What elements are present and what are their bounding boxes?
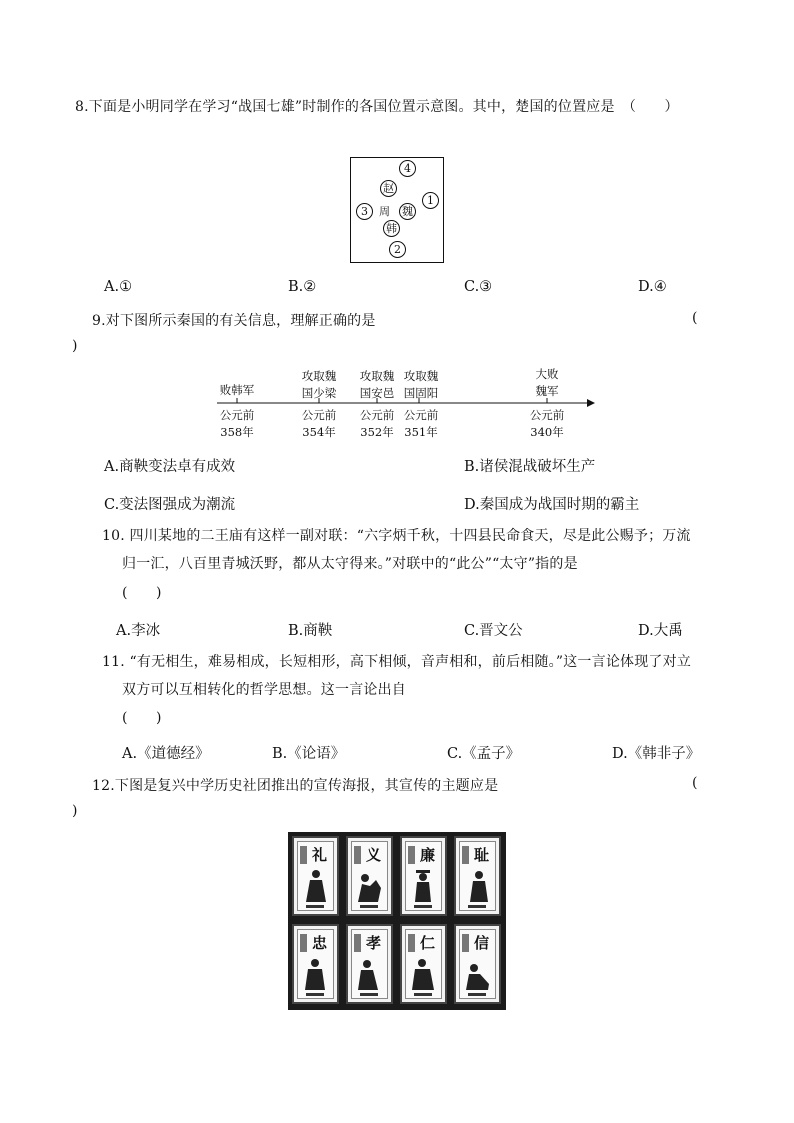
q9-option-d[interactable]: D.秦国成为战国时期的霸主 <box>464 497 640 513</box>
timeline-event-2-year: 公元前 <box>301 408 337 422</box>
poster-char: 孝 <box>366 934 382 952</box>
timeline-event-5-label2: 魏军 <box>535 384 559 398</box>
timeline-event-3-label: 攻取魏 <box>359 369 395 383</box>
q8-option-a[interactable]: A.① <box>104 279 133 295</box>
q10-line-1: 10. 四川某地的二王庙有这样一副对联：“六字炳千秋，十四县民命食天，尽是此公赐予；万流 <box>102 528 691 544</box>
timeline-event-3-year2: 352年 <box>360 425 394 439</box>
map-label-zhou: 周 <box>379 205 390 218</box>
timeline-event-1-year: 公元前 <box>219 408 255 422</box>
q12-paren-close: ) <box>72 803 78 819</box>
q8-stem: 8.下面是小明同学在学习“战国七雄”时制作的各国位置示意图。其中，楚国的位置应是 （ ） <box>75 99 679 115</box>
map-label-4: 4 <box>399 160 416 177</box>
poster-card <box>454 924 501 1004</box>
map-label-2: 2 <box>389 241 406 258</box>
q11-option-d[interactable]: D.《韩非子》 <box>612 746 701 762</box>
q10-option-d[interactable]: D.大禹 <box>638 623 683 639</box>
timeline-event-1-label: 败韩军 <box>219 383 255 397</box>
timeline-event-4-year: 公元前 <box>403 408 439 422</box>
q10-option-c[interactable]: C.晋文公 <box>464 623 523 639</box>
timeline-event-2-label2: 国少梁 <box>301 386 337 400</box>
poster-card <box>400 836 447 916</box>
timeline-event-5-label: 大败 <box>535 367 559 381</box>
timeline-event-3-label2: 国安邑 <box>359 386 395 400</box>
q11-option-a[interactable]: A.《道德经》 <box>122 746 210 762</box>
q11-line-2: 双方可以互相转化的哲学思想。这一言论出自 <box>122 682 406 698</box>
q10-paren: ( ) <box>122 585 162 601</box>
poster-char: 礼 <box>312 846 328 864</box>
timeline-event-2-year2: 354年 <box>302 425 336 439</box>
poster-card <box>454 836 501 916</box>
figure-silhouette-icon <box>302 956 328 992</box>
q9-stem: 9.对下图所示秦国的有关信息，理解正确的是 <box>92 313 376 329</box>
figure-silhouette-icon <box>410 956 436 992</box>
poster-char: 仁 <box>420 934 436 952</box>
q11-option-b[interactable]: B.《论语》 <box>272 746 346 762</box>
q10-option-a[interactable]: A.李冰 <box>116 623 161 639</box>
qin-timeline <box>215 366 595 446</box>
figure-silhouette-icon <box>302 868 328 904</box>
timeline-event-4-year2: 351年 <box>404 425 438 439</box>
timeline-event-5-year2: 340年 <box>530 425 564 439</box>
figure-silhouette-icon <box>464 956 490 992</box>
poster-card <box>346 924 393 1004</box>
map-label-1: 1 <box>422 192 439 209</box>
poster-card <box>346 836 393 916</box>
poster-card <box>400 924 447 1004</box>
q11-option-c[interactable]: C.《孟子》 <box>447 746 521 762</box>
q8-option-d[interactable]: D.④ <box>638 279 667 295</box>
q9-option-c[interactable]: C.变法图强成为潮流 <box>104 497 236 513</box>
history-club-poster <box>288 832 506 1010</box>
poster-char: 义 <box>366 846 382 864</box>
poster-char: 信 <box>474 934 490 952</box>
timeline-event-1-year2: 358年 <box>220 425 254 439</box>
poster-card <box>292 924 339 1004</box>
poster-char: 忠 <box>312 934 328 952</box>
timeline-event-5-year: 公元前 <box>529 408 565 422</box>
q12-stem: 12.下图是复兴中学历史社团推出的宣传海报，其宣传的主题应是 <box>92 778 499 794</box>
timeline-event-3-year: 公元前 <box>359 408 395 422</box>
figure-silhouette-icon <box>356 956 382 992</box>
timeline-event-2-label: 攻取魏 <box>301 369 337 383</box>
timeline-event-4-label2: 国固阳 <box>403 386 439 400</box>
q10-line-2: 归一汇，八百里青城沃野，都从太守得来。”对联中的“此公”“太守”指的是 <box>122 556 578 572</box>
warring-states-map <box>350 157 444 263</box>
figure-silhouette-icon <box>464 868 490 904</box>
q9-paren-close: ) <box>72 338 78 354</box>
map-label-zhao: 赵 <box>380 180 397 197</box>
q9-option-b[interactable]: B.诸侯混战破坏生产 <box>464 459 596 475</box>
poster-char: 廉 <box>420 846 436 864</box>
map-label-wei: 魏 <box>399 203 416 220</box>
q8-option-b[interactable]: B.② <box>288 279 317 295</box>
poster-char: 耻 <box>474 846 490 864</box>
q11-paren: ( ) <box>122 710 162 726</box>
figure-silhouette-icon <box>410 868 436 904</box>
figure-silhouette-icon <box>356 868 382 904</box>
q10-option-b[interactable]: B.商鞅 <box>288 623 333 639</box>
poster-card <box>292 836 339 916</box>
q8-option-c[interactable]: C.③ <box>464 279 493 295</box>
q9-paren-open: ( <box>692 310 698 326</box>
timeline-event-4-label: 攻取魏 <box>403 369 439 383</box>
q9-option-a[interactable]: A.商鞅变法卓有成效 <box>104 459 236 475</box>
q12-paren-open: ( <box>692 775 698 791</box>
map-label-3: 3 <box>356 203 373 220</box>
q11-line-1: 11. “有无相生，难易相成，长短相形，高下相倾，音声相和，前后相随。”这一言论体现了对立 <box>102 654 692 670</box>
map-label-han: 韩 <box>383 220 400 237</box>
